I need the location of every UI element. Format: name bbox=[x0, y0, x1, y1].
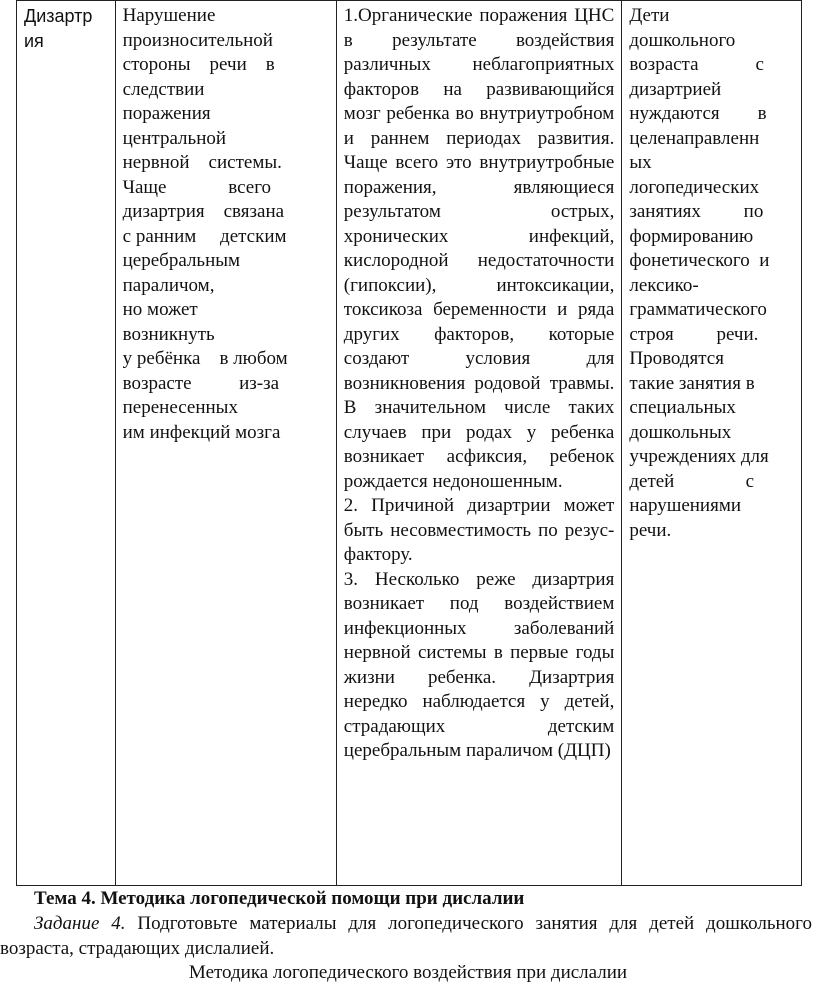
cause-paragraph-1: 1.Органические поражения ЦНС в результате воздействия различных неблагоприятных факторов на развивающийся мозг ребенка во внутриутробном и раннем периодах развития. Чаще всего это внутриутробные поражения, являющиеся результатом острых, хронических инфекций, кислородной недостаточности (гипоксии), интоксикации, токсикоза беременности и ряда других факторов, которые создают условия для возникновения родовой травмы. В значительном числе таких случаев при родах у ребенка возникает асфиксия, ребенок рождается недоношенным. bbox=[343, 5, 615, 492]
definition-text: Нарушение произносительной стороны речи в следствии поражения центральной нервной системы. Чаще всего дизартрия связана с ранним детским церебральным параличом, но может возникнуть у ребёнка в любом возрасте из-за перенесенных им инфекций мозга bbox=[122, 5, 288, 443]
task-text: Подготовьте материалы для логопедического занятия для детей дошкольного возраста, страдающих дислалией. bbox=[0, 913, 812, 959]
help-cell bbox=[622, 1, 802, 886]
cause-paragraph-3: 3. Несколько реже дизартрия возникает под воздействием инфекционных заболеваний нервной системы в первые годы жизни ребенка. Дизартрия нередко наблюдается у детей, страдающих детским церебральным параличом (ДЦП) bbox=[343, 568, 615, 761]
definition-cell bbox=[115, 1, 336, 886]
table-row bbox=[17, 1, 802, 886]
causes-cell bbox=[336, 1, 622, 886]
topic-heading: Тема 4. Методика логопедической помощи при дислалии bbox=[34, 888, 525, 909]
section-subheading: Методика логопедического воздействия при дислалии bbox=[188, 962, 628, 983]
help-text: Дети дошкольного возраста с дизартрией нуждаются в целенаправленн ых логопедических занятиях по формированию фонетического и лексико- грамматического строя речи. Проводятся такие занятия в специальных дошкольных учреждениях для детей с нарушениями речи. bbox=[629, 5, 770, 541]
task-label: Задание 4. bbox=[34, 913, 126, 934]
disorder-table bbox=[16, 0, 802, 886]
task-paragraph bbox=[0, 912, 812, 961]
disorder-name-cell bbox=[17, 1, 116, 886]
cause-paragraph-2: 2. Причиной дизартрии может быть несовместимость по резус-фактору. bbox=[343, 495, 615, 565]
disorder-name: Дизартр ия bbox=[24, 6, 93, 51]
